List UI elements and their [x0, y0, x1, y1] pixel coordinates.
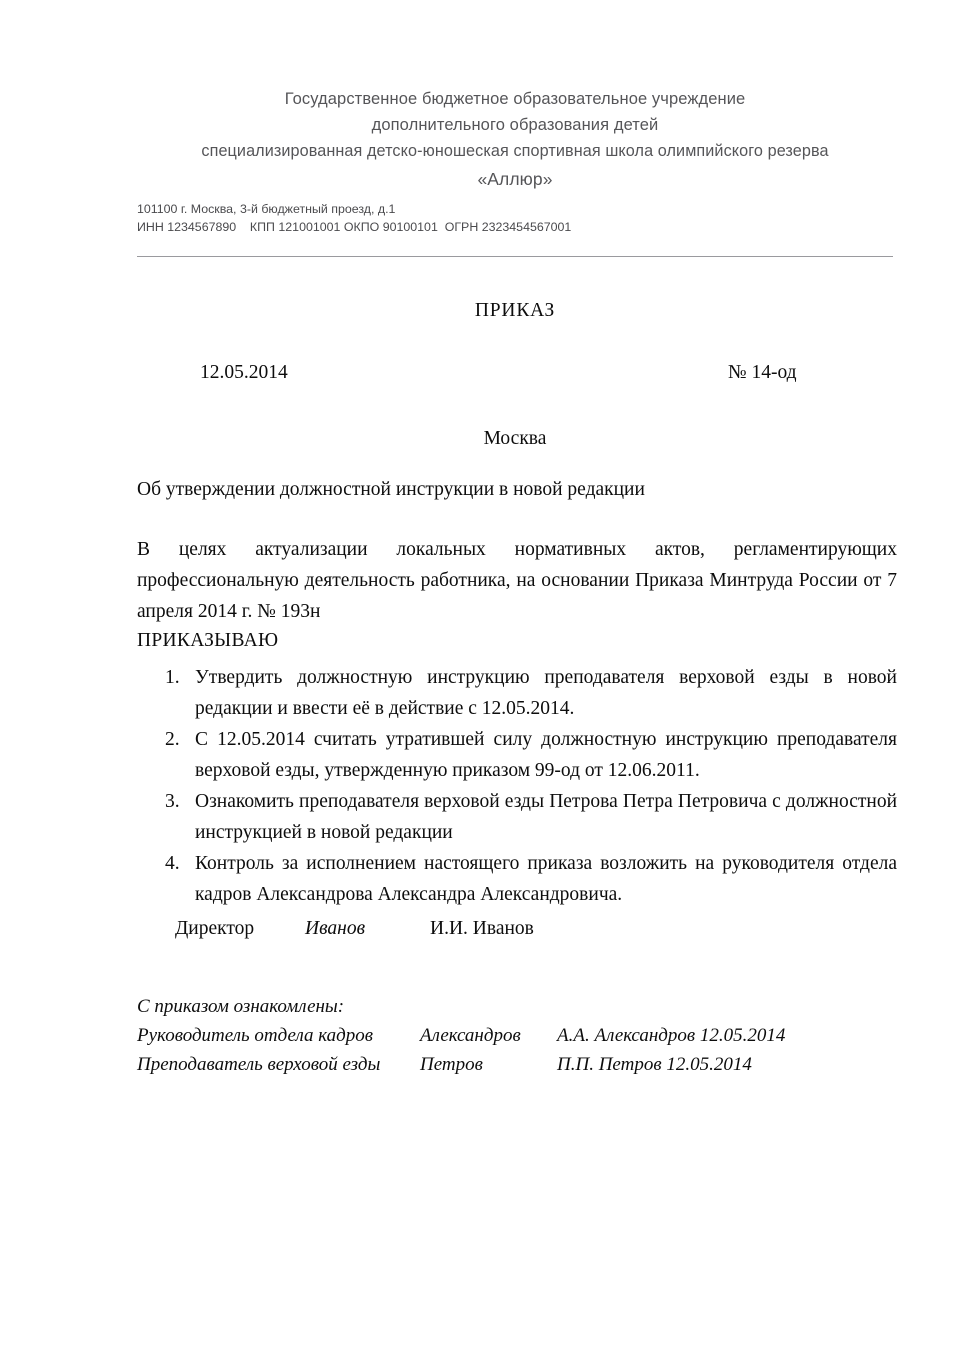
acknowledger-position: Преподаватель верховой езды [137, 1054, 381, 1075]
order-item [137, 786, 897, 848]
document-type-title: ПРИКАЗ [474, 300, 556, 321]
order-item [137, 724, 897, 786]
acknowledger-handwritten-signature: Петров [420, 1054, 483, 1075]
signatory-handwritten-signature: Иванов [305, 918, 366, 939]
order-item-number: 2. [165, 729, 180, 750]
signatory-name: И.И. Иванов [430, 918, 534, 939]
order-keyword: ПРИКАЗЫВАЮ [137, 630, 279, 651]
order-item-line-1: Утвердить должностную инструкцию преподавателя верховой езды в новой [195, 667, 897, 688]
organization-line-1: Государственное бюджетное образовательное учреждение [284, 90, 746, 108]
preamble-line-2: профессиональную деятельность работника, на основании Приказа Минтруда России от 7 [137, 570, 897, 591]
order-item [137, 848, 897, 910]
order-item-line-1: Контроль за исполнением настоящего приказа возложить на руководителя отдела [195, 853, 897, 874]
order-item-line-1: Ознакомить преподавателя верховой езды Петрова Петра Петровича с должностной [195, 791, 897, 812]
document-number: № 14-од [728, 362, 797, 383]
acknowledger-name-and-date: А.А. Александров 12.05.2014 [557, 1025, 786, 1046]
organization-brand-name: «Аллюр» [477, 169, 553, 189]
acknowledger-position: Руководитель отдела кадров [137, 1025, 373, 1046]
order-item-number: 1. [165, 667, 180, 688]
acknowledger-handwritten-signature: Александров [420, 1025, 521, 1046]
preamble-paragraph [137, 534, 897, 627]
acknowledgement-row [137, 1021, 897, 1050]
document-date: 12.05.2014 [200, 362, 288, 383]
acknowledger-name-and-date: П.П. Петров 12.05.2014 [557, 1054, 752, 1075]
document-subject: Об утверждении должностной инструкции в новой редакции [137, 479, 645, 500]
order-item-line-1: С 12.05.2014 считать утратившей силу должностную инструкцию преподавателя [195, 729, 897, 750]
preamble-line-3: апреля 2014 г. № 193н [137, 601, 321, 622]
organization-address: 101100 г. Москва, 3-й бюджетный проезд, д.1 [137, 202, 396, 216]
signatory-position: Директор [175, 918, 255, 939]
order-items-list [137, 662, 897, 910]
organization-registry-codes: ИНН 1234567890 КПП 121001001 ОКПО 90100101 ОГРН 2323454567001 [137, 220, 572, 234]
order-item-line-2: редакции и ввести её в действие с 12.05.2014. [195, 698, 575, 719]
acknowledgement-block [137, 992, 897, 1079]
preamble-line-1: В целях актуализации локальных нормативных актов, регламентирующих [137, 539, 897, 560]
organization-line-3: специализированная детско-юношеская спортивная школа олимпийского резерва [201, 142, 829, 160]
order-item-number: 3. [165, 791, 180, 812]
order-item [137, 662, 897, 724]
order-item-number: 4. [165, 853, 180, 874]
letterhead-divider [137, 256, 893, 257]
letterhead [137, 86, 893, 236]
acknowledgement-title: С приказом ознакомлены: [137, 996, 345, 1017]
document-city: Москва [483, 428, 547, 449]
order-item-line-2: кадров Александрова Александра Александровича. [195, 884, 623, 905]
order-item-line-2: инструкцией в новой редакции [195, 822, 453, 843]
order-item-line-2: верховой езды, утвержденную приказом 99-од от 12.06.2011. [195, 760, 700, 781]
organization-line-2: дополнительного образования детей [371, 116, 659, 134]
acknowledgement-row [137, 1050, 897, 1079]
